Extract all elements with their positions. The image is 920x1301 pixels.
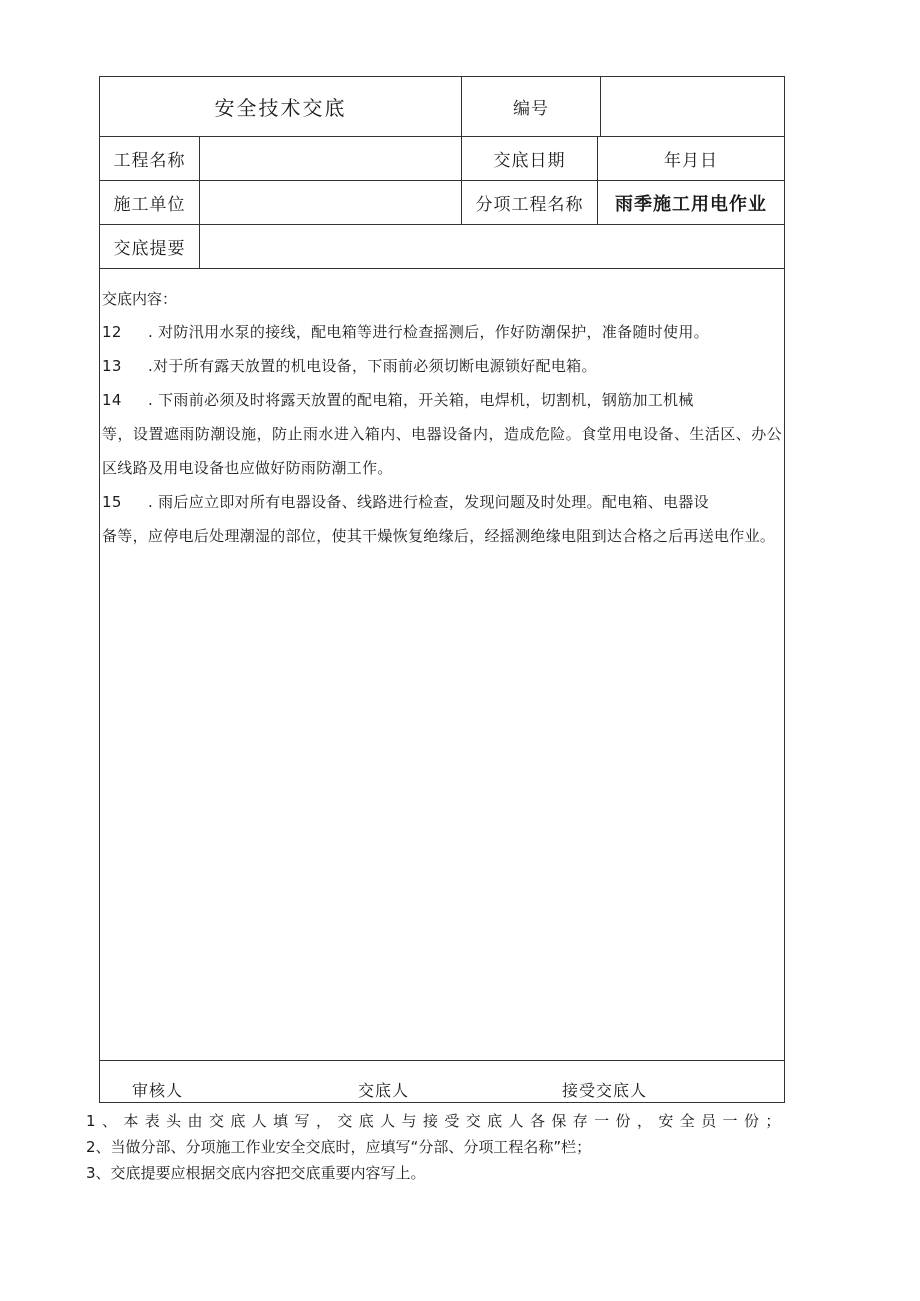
disclosure-content [102,283,782,553]
construction-unit-label: 施工单位 [113,195,186,215]
content-heading: 交底内容： [102,290,178,308]
item-text: . 对防汛用水泵的接线，配电箱等进行检查摇测后，作好防潮保护，准备随时使用。 [148,323,709,341]
item-number: 12 [102,323,122,341]
item-text-continued: 备等，应停电后处理潮湿的部位，使其干燥恢复绝缘后，经摇测绝缘电阻到达合格之后再送电作业。 [102,527,776,545]
item-text: . 雨后应立即对所有电器设备、线路进行检查，发现问题及时处理。配电箱、电器设 [148,493,709,511]
project-name-label: 工程名称 [113,151,186,171]
content-item [102,349,782,383]
receiver-signature[interactable]: 接受交底人 [562,1081,648,1100]
row-divider [100,1060,784,1061]
item-number: 14 [102,391,122,409]
subitem-name-field[interactable]: 雨季施工用电作业 [615,193,767,215]
content-item [102,485,782,553]
summary-field[interactable] [200,225,784,268]
date-field[interactable]: 年月日 [664,151,718,171]
number-field[interactable] [601,77,784,136]
reviewer-signature[interactable]: 审核人 [132,1081,184,1100]
discloser-signature[interactable]: 交底人 [358,1081,410,1100]
form-title: 安全技术交底 [214,96,347,120]
form-notes [86,1108,796,1186]
item-number: 15 [102,493,122,511]
summary-label: 交底提要 [113,239,186,259]
construction-unit-field[interactable] [200,181,461,224]
note-item: 2、当做分部、分项施工作业安全交底时，应填写“分部、分项工程名称”栏； [86,1138,592,1156]
item-text: .对于所有露天放置的机电设备，下雨前必须切断电源锁好配电箱。 [148,357,597,375]
note-item: 3、交底提要应根据交底内容把交底重要内容写上。 [86,1164,426,1182]
item-text: . 下雨前必须及时将露天放置的配电箱，开关箱，电焊机，切割机，钢筋加工机械 [148,391,694,409]
content-item [102,383,782,485]
row-divider [100,268,784,269]
subitem-name-label: 分项工程名称 [475,195,584,215]
content-item [102,315,782,349]
number-label: 编号 [513,99,549,119]
item-number: 13 [102,357,122,375]
item-text-continued: 等，设置遮雨防潮设施，防止雨水进入箱内、电器设备内，造成危险。食堂用电设备、生活区、办公区线路及用电设备也应做好防雨防潮工作。 [102,425,782,477]
safety-disclosure-form [99,76,785,1103]
note-item: 1、本表头由交底人填写，交底人与接受交底人各保存一份，安全员一份； [86,1112,787,1130]
project-name-field[interactable] [200,137,461,180]
date-label: 交底日期 [493,151,566,171]
